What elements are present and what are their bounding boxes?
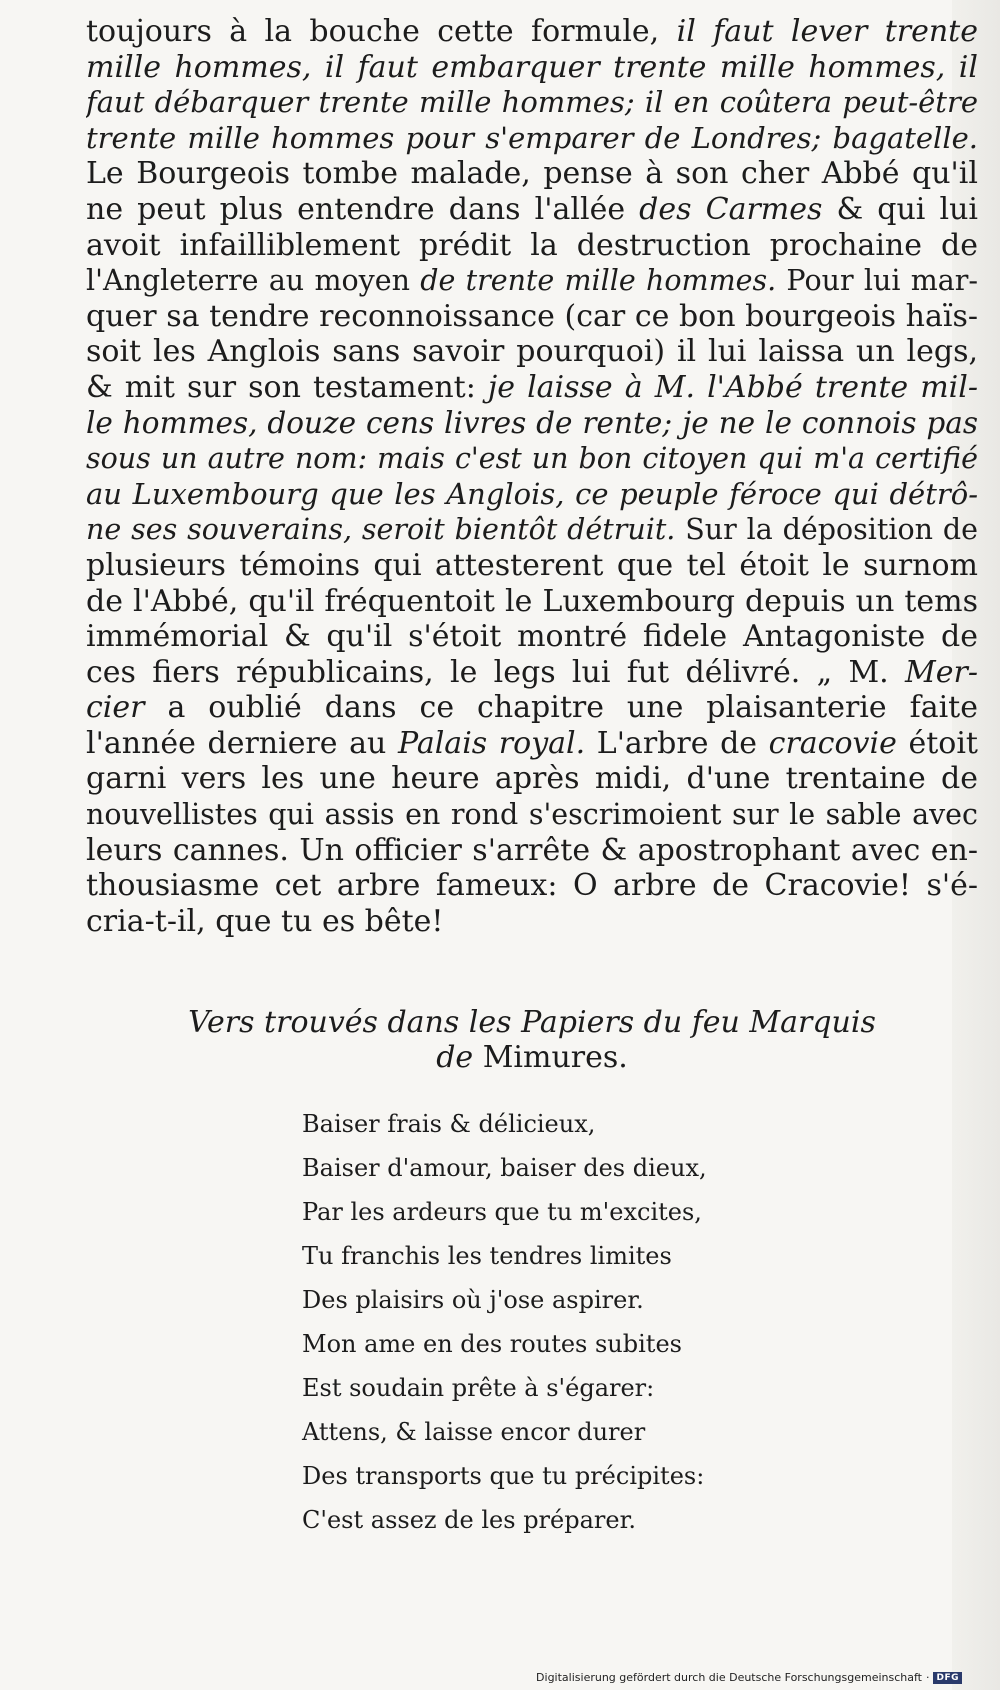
text-run: plusieurs témoins qui attesterent que tel étoit le surnom xyxy=(86,547,978,583)
text-run: a oublié dans ce chapitre une plaisanterie faite xyxy=(144,690,978,726)
italic-text-run: ne ses souverains, seroit bientôt détruit. xyxy=(86,513,676,547)
italic-text-run: je laisse à M. l'Abbé trente mil- xyxy=(487,369,978,405)
text-line xyxy=(86,512,978,548)
poem-line: Baiser d'amour, baiser des dieux, xyxy=(302,1154,707,1182)
poem-line: Par les ardeurs que tu m'excites, xyxy=(302,1198,702,1226)
text-line xyxy=(86,584,978,620)
text-run: ne peut plus entendre dans l'allée xyxy=(86,191,640,227)
text-run: étoit xyxy=(896,725,978,761)
text-line xyxy=(86,406,978,442)
text-line xyxy=(86,299,978,335)
text-run: Le Bourgeois tombe malade, pense à son cher Abbé qu'il xyxy=(86,156,978,192)
text-run: & mit sur son testament: xyxy=(86,369,488,405)
text-run: soit les Anglois sans savoir pourquoi) il lui laissa un legs, xyxy=(86,334,978,370)
italic-text-run: cier xyxy=(86,690,145,726)
poem-line: Des transports que tu précipites: xyxy=(302,1462,705,1490)
text-run: cria-t-il, que tu es bête! xyxy=(86,903,444,939)
poem-line: Tu franchis les tendres limites xyxy=(302,1242,672,1270)
text-line xyxy=(86,477,978,513)
text-line xyxy=(86,797,978,833)
text-run: & qui lui xyxy=(822,191,978,227)
text-line xyxy=(86,121,978,157)
section-heading xyxy=(86,1005,978,1040)
text-line xyxy=(86,14,978,50)
text-run: leurs cannes. Un officier s'arrête & apostrophant avec en- xyxy=(86,832,978,868)
poem-line: Attens, & laisse encor durer xyxy=(302,1418,646,1446)
poem xyxy=(302,1102,707,1542)
text-run: Sur la déposition de xyxy=(675,513,978,547)
text-line xyxy=(86,441,978,477)
poem-line: Est soudain prête à s'égarer: xyxy=(302,1374,655,1402)
poem-line: Mon ame en des routes subites xyxy=(302,1330,682,1358)
poem-line: Des plaisirs où j'ose aspirer. xyxy=(302,1286,644,1314)
italic-text-run: le hommes, douze cens livres de rente; je ne le connois pas xyxy=(86,405,978,440)
text-line xyxy=(86,228,978,264)
text-line xyxy=(86,50,978,86)
text-line xyxy=(86,619,978,655)
heading-line-1: Vers trouvés dans les Papiers du feu Marquis xyxy=(188,1005,876,1040)
italic-text-run: Mer- xyxy=(905,654,978,690)
text-run: de l'Abbé, qu'il fréquentoit le Luxembourg depuis un tems xyxy=(86,583,978,619)
text-line xyxy=(86,904,978,940)
italic-text-run: il faut lever trente xyxy=(676,14,978,49)
text-run: immémorial & qu'il s'étoit montré fidele Antagoniste de xyxy=(86,619,978,655)
text-run: nouvellistes qui assis en rond s'escrimoient sur le sable avec xyxy=(86,798,978,832)
poem-line: Baiser frais & délicieux, xyxy=(302,1110,596,1138)
text-line xyxy=(86,192,978,228)
text-run: avoit infailliblement prédit la destruction prochaine de xyxy=(86,227,978,263)
italic-text-run: faut débarquer trente mille hommes; il en coûtera peut-être xyxy=(86,85,978,120)
text-run: L'arbre de xyxy=(585,725,769,761)
italic-text-run: cracovie xyxy=(768,725,897,761)
text-line xyxy=(86,690,978,726)
section-heading-continued xyxy=(86,1040,978,1075)
footer-text: Digitalisierung gefördert durch die Deutsche Forschungsgemeinschaft xyxy=(536,1671,922,1684)
text-line xyxy=(86,85,978,121)
text-line xyxy=(86,655,978,691)
text-run: ces fiers républicains, le legs lui fut délivré. „ M. xyxy=(86,654,906,690)
heading-line-2-name: Mimures. xyxy=(482,1040,628,1075)
italic-text-run: de trente mille hommes. xyxy=(420,264,777,298)
italic-text-run: au Luxembourg que les Anglois, ce peuple féroce qui détrô- xyxy=(86,476,978,511)
italic-text-run: des Carmes xyxy=(639,191,823,227)
text-run: Pour lui mar- xyxy=(776,264,978,298)
italic-text-run: trente mille hommes pour s'emparer de Londres; bagatelle. xyxy=(86,120,978,155)
text-line xyxy=(86,263,978,299)
poem-line: C'est assez de les préparer. xyxy=(302,1506,637,1534)
heading-line-2-italic: de xyxy=(436,1040,474,1075)
italic-text-run: sous un autre nom: mais c'est un bon citoyen qui m'a certifié xyxy=(86,442,978,476)
text-run: l'année derniere au xyxy=(86,725,398,761)
text-run: garni vers les une heure après midi, d'une trentaine de xyxy=(86,761,978,797)
italic-text-run: mille hommes, il faut embarquer trente mille hommes, il xyxy=(86,49,978,85)
digitization-footer xyxy=(536,1671,962,1684)
text-run: toujours à la bouche cette formule, xyxy=(86,14,677,49)
text-line xyxy=(86,548,978,584)
text-line xyxy=(86,334,978,370)
text-run: quer sa tendre reconnoissance (car ce bon bourgeois haïs- xyxy=(86,298,978,334)
text-run: l'Angleterre au moyen xyxy=(86,264,421,298)
text-line xyxy=(86,868,978,904)
dfg-logo-icon: DFG xyxy=(933,1672,962,1684)
text-line xyxy=(86,726,978,762)
text-line xyxy=(86,370,978,406)
text-run: thousiasme cet arbre fameux: O arbre de Cracovie! s'é- xyxy=(86,868,978,904)
text-line xyxy=(86,761,978,797)
italic-text-run: Palais royal. xyxy=(397,725,586,761)
text-line xyxy=(86,833,978,869)
text-line xyxy=(86,156,978,192)
footer-separator: · xyxy=(925,1671,930,1684)
prose-paragraph xyxy=(86,14,978,939)
